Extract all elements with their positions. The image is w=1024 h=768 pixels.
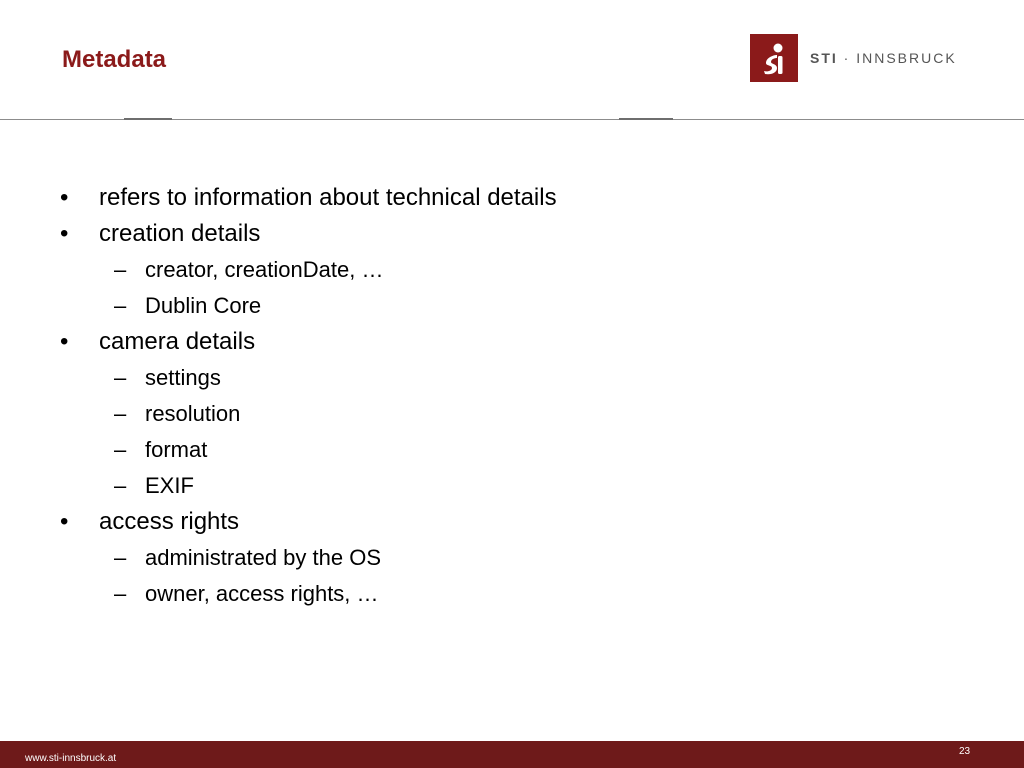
header-divider-accent <box>124 118 172 120</box>
dash-marker: – <box>114 257 127 282</box>
bullet-marker: • <box>60 220 69 247</box>
sub-bullet-item <box>0 432 1024 468</box>
footer-url: www.sti-innsbruck.at <box>25 753 117 764</box>
sub-bullet-item <box>0 540 1024 576</box>
sub-bullet-item <box>0 468 1024 504</box>
bullet-text: settings <box>145 365 221 390</box>
bullet-list <box>0 180 1024 612</box>
bullet-item <box>0 504 1024 540</box>
dash-marker: – <box>114 437 127 462</box>
bullet-item <box>0 180 1024 216</box>
dash-marker: – <box>114 365 127 390</box>
bullet-text: EXIF <box>145 473 194 498</box>
bullet-text: access rights <box>99 508 240 535</box>
logo-brand: STI <box>810 50 838 66</box>
sub-bullet-item <box>0 252 1024 288</box>
bullet-marker: • <box>60 508 69 535</box>
bullet-text: camera details <box>99 328 256 355</box>
slide-title: Metadata <box>62 46 167 73</box>
sub-bullet-item <box>0 396 1024 432</box>
bullet-text: resolution <box>145 401 241 426</box>
bullet-text: owner, access rights, … <box>145 581 379 606</box>
bullet-marker: • <box>60 184 69 211</box>
bullet-text: refers to information about technical details <box>99 184 557 211</box>
footer-bar <box>0 741 1024 768</box>
sti-innsbruck-logo <box>750 34 957 82</box>
logo-wordmark <box>810 34 957 82</box>
page-number: 23 <box>959 746 971 757</box>
bullet-text: creation details <box>99 220 261 247</box>
sub-bullet-item <box>0 288 1024 324</box>
logo-separator: · <box>837 50 857 66</box>
sub-bullet-item <box>0 360 1024 396</box>
bullet-text: Dublin Core <box>145 293 262 318</box>
sti-person-icon <box>750 34 798 82</box>
dash-marker: – <box>114 401 127 426</box>
bullet-text: creator, creationDate, … <box>145 257 384 282</box>
bullet-text: administrated by the OS <box>145 545 382 570</box>
dash-marker: – <box>114 293 127 318</box>
dash-marker: – <box>114 473 127 498</box>
dash-marker: – <box>114 545 127 570</box>
header-divider-accent <box>619 118 673 120</box>
bullet-item <box>0 324 1024 360</box>
bullet-marker: • <box>60 328 69 355</box>
sub-bullet-item <box>0 576 1024 612</box>
dash-marker: – <box>114 581 127 606</box>
bullet-text: format <box>145 437 208 462</box>
bullet-item <box>0 216 1024 252</box>
logo-name: INNSBRUCK <box>856 50 957 66</box>
